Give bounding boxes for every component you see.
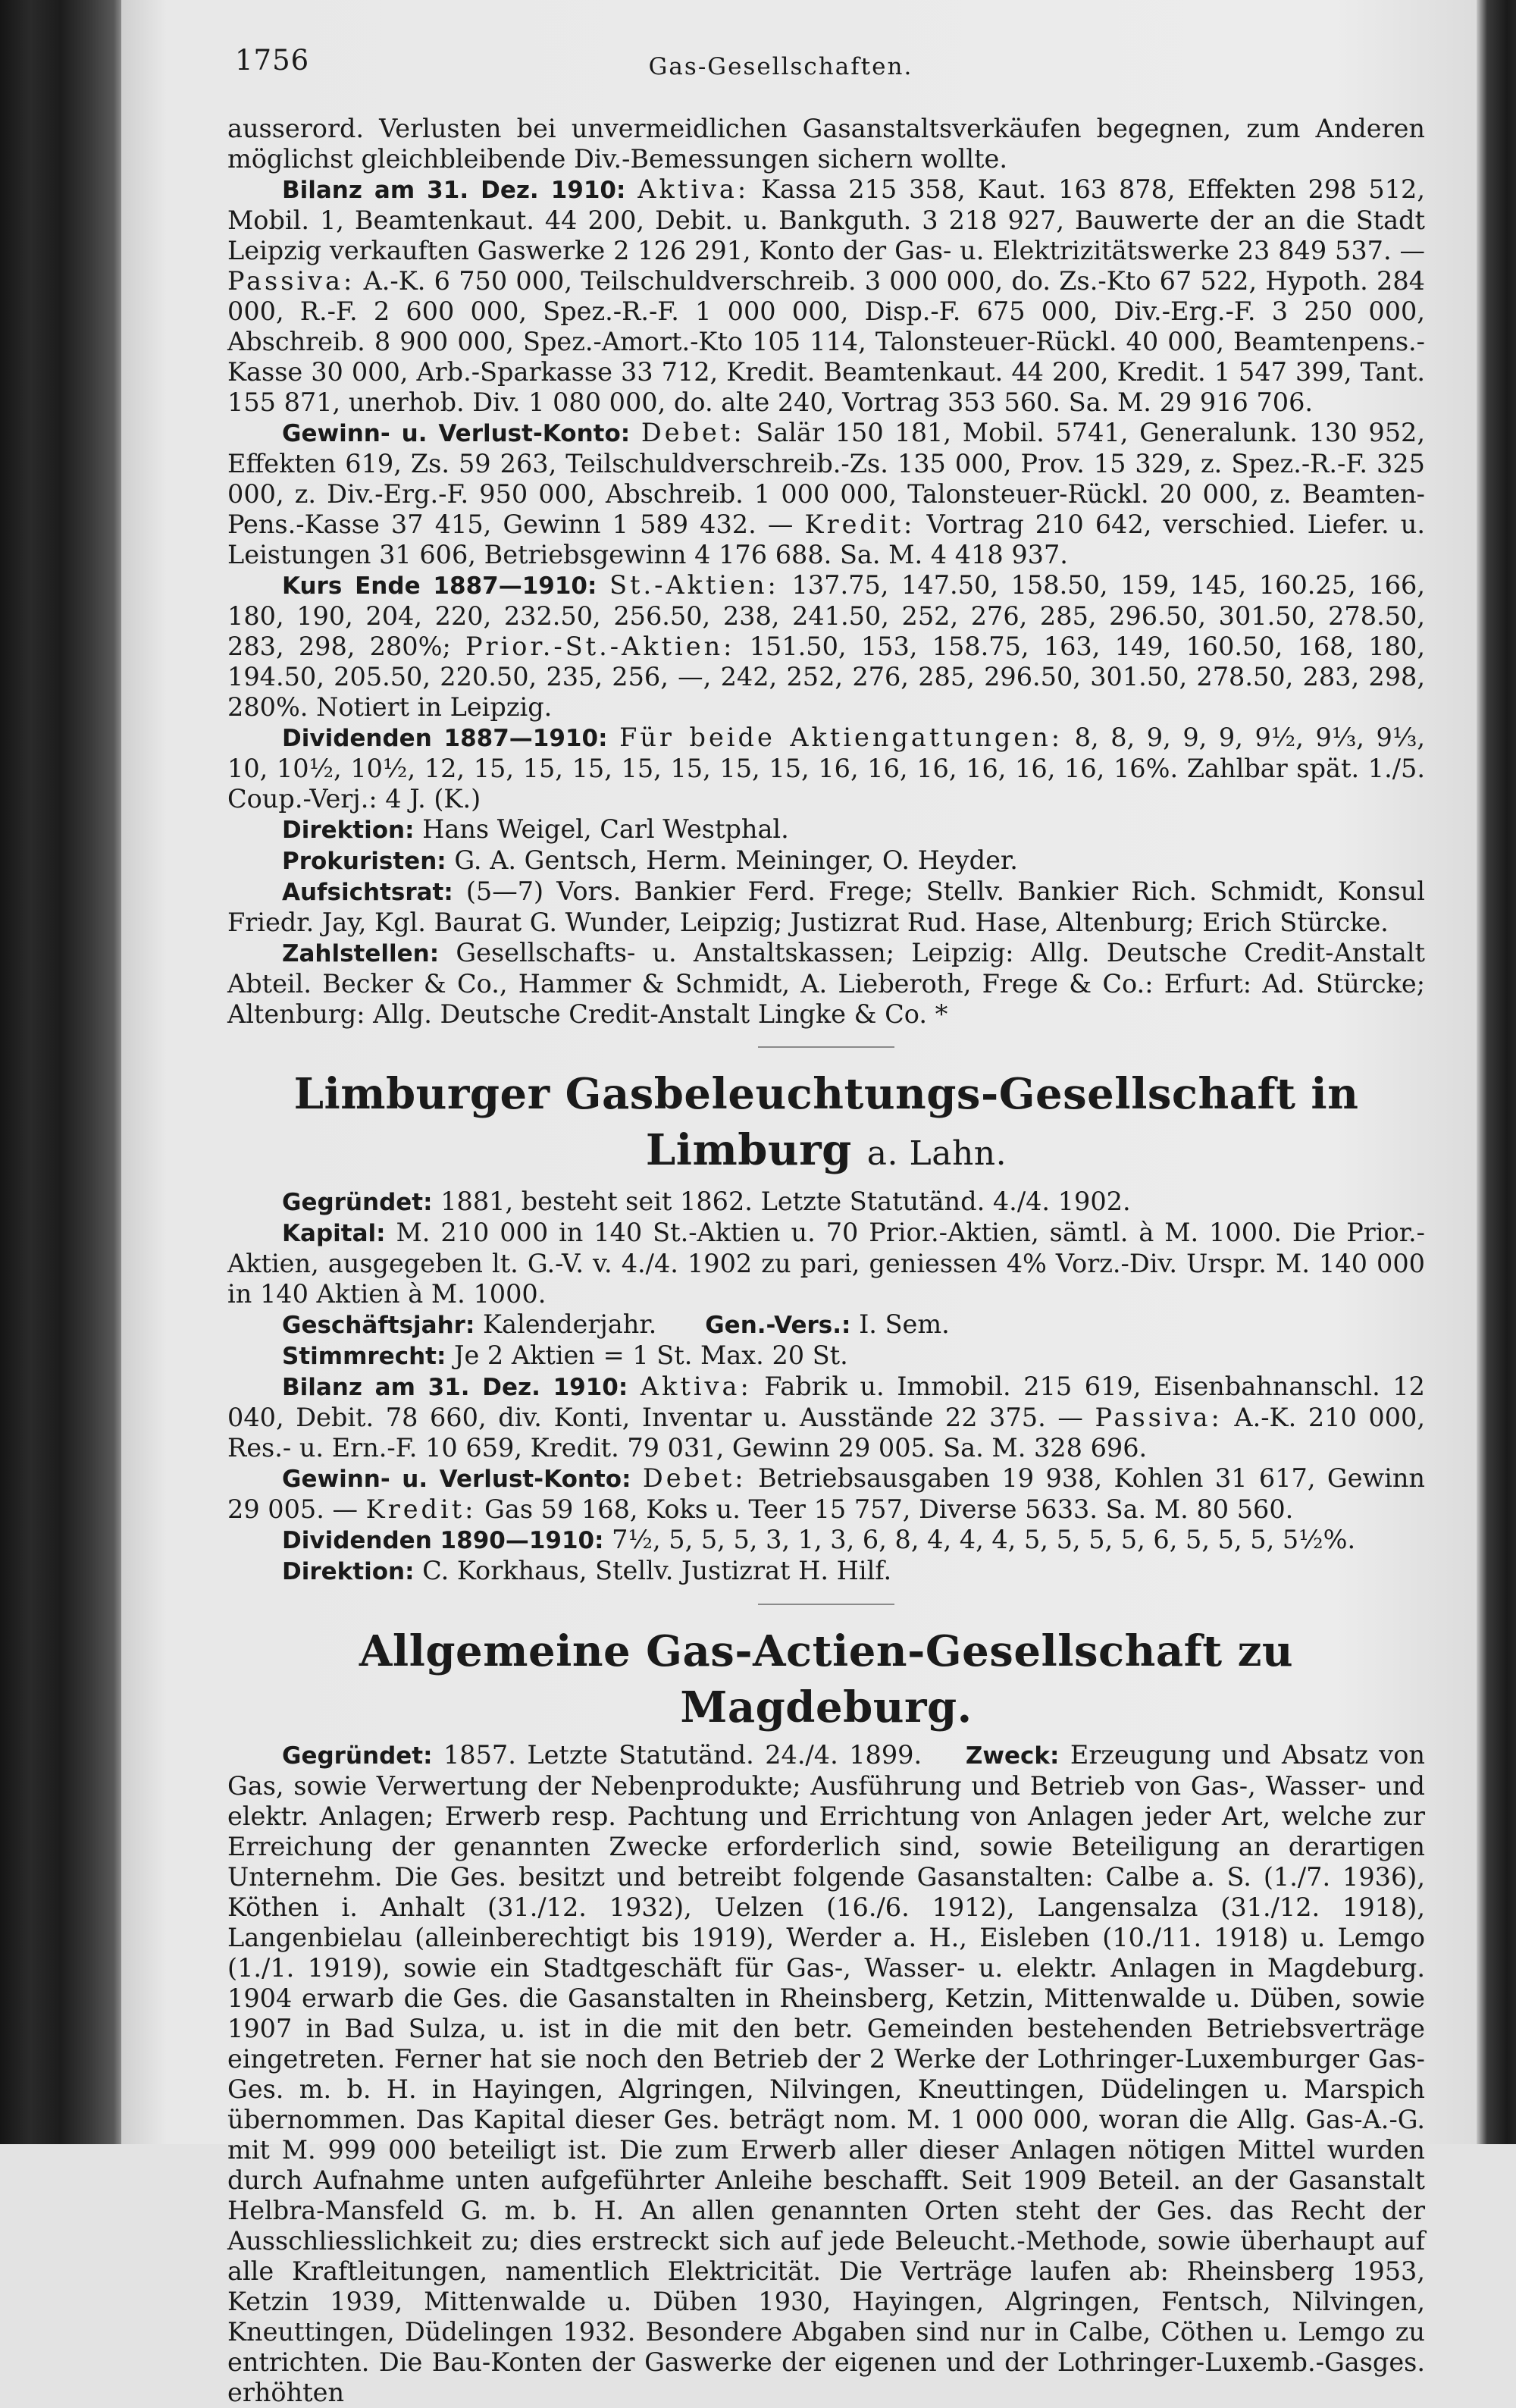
debet-label: Debet: <box>641 418 745 447</box>
geschaeftsjahr-text: Kalenderjahr. <box>483 1309 657 1339</box>
page-number: 1756 <box>235 44 310 77</box>
company-title-limburg <box>227 1066 1425 1182</box>
company-title-main: Limburger Gasbeleuchtungs-Gesellschaft in Limburg <box>293 1069 1359 1175</box>
bilanz-label: Bilanz am 31. Dez. 1910: <box>282 177 626 204</box>
page-header <box>121 44 1440 89</box>
prokuristen-label: Prokuristen: <box>282 848 446 875</box>
kurs-paragraph <box>227 570 1425 723</box>
geschaeftsjahr-paragraph <box>227 1309 1425 1340</box>
kredit-label: Kredit: <box>804 510 916 539</box>
stimmrecht-paragraph <box>227 1340 1425 1372</box>
st-aktien-label: St.-Aktien: <box>609 570 779 600</box>
kurs-prior-text: 151.50, 153, 158.75, 163, 149, 160.50, 168, 180, 194.50, 205.50, 220.50, 235, 256, —, 242, 252, 276, 285, 296.50, 301.50, 278.50, 283, 298, 280%. Notiert in Leipzig. <box>227 632 1425 722</box>
direktion-label: Direktion: <box>282 817 415 844</box>
geschaeftsjahr-label: Geschäftsjahr: <box>282 1312 475 1339</box>
gewinn-paragraph <box>227 418 1425 570</box>
aktiva-label: Aktiva: <box>640 1372 752 1401</box>
direktion-text: Hans Weigel, Carl Westphal. <box>422 814 789 844</box>
dividenden-paragraph <box>227 1525 1425 1556</box>
aufsichtsrat-text: (5—7) Vors. Bankier Ferd. Frege; Stellv. Bankier Rich. Schmidt, Konsul Friedr. Jay, Kgl. Baurat G. Wunder, Leipzig; Justizrat Rud. Hase, Altenburg; Erich Stürcke. <box>227 876 1425 937</box>
kapital-label: Kapital: <box>282 1220 386 1247</box>
zahlstellen-label: Zahlstellen: <box>282 940 440 967</box>
genvers-label: Gen.-Vers.: <box>705 1312 851 1339</box>
limburg-company <box>227 1066 1425 1587</box>
gewinn-kredit-text: Vortrag 210 642, verschied. Liefer. u. Leistungen 31 606, Betriebsgewinn 4 176 688. Sa. M. 4 418 937. <box>227 510 1425 569</box>
aufsichtsrat-label: Aufsichtsrat: <box>282 879 453 906</box>
page-edge-shadow <box>1477 0 1516 2144</box>
debet-label: Debet: <box>642 1463 747 1493</box>
kurs-st-text: 137.75, 147.50, 158.50, 159, 145, 160.25, 166, 180, 190, 204, 220, 232.50, 256.50, 238, 241.50, 252, 276, 285, 296.50, 301.50, 278.50, 283, 298, 280%; <box>227 570 1425 661</box>
zahlstellen-text: Gesellschafts- u. Anstaltskassen; Leipzig: Allg. Deutsche Credit-Anstalt Abteil. Becker & Co., Hammer & Schmidt, A. Lieberoth, Frege & Co.: Erfurt: Ad. Stürcke; Altenburg: Allg. Deutsche Credit-Anstalt Lingke & Co. * <box>227 938 1425 1029</box>
prokuristen-text: G. A. Gentsch, Herm. Meininger, O. Heyder. <box>454 845 1018 875</box>
aktiva-label: Aktiva: <box>637 174 750 204</box>
prokuristen-paragraph <box>227 845 1425 876</box>
bilanz-label: Bilanz am 31. Dez. 1910: <box>282 1374 628 1401</box>
kapital-text: M. 210 000 in 140 St.-Aktien u. 70 Prior.-Aktien, sämtl. à M. 1000. Die Prior.-Aktien, ausgegeben lt. G.-V. v. 4./4. 1902 zu pari, geniessen 4% Vorz.-Div. Urspr. M. 140 000 in 140 Aktien à M. 1000. <box>227 1218 1425 1309</box>
kredit-label: Kredit: <box>365 1494 477 1524</box>
kapital-paragraph <box>227 1218 1425 1309</box>
beide-aktiengattungen-label: Für beide Aktiengattungen: <box>619 723 1063 752</box>
bilanz-paragraph <box>227 1372 1425 1463</box>
genvers-text: I. Sem. <box>859 1309 950 1339</box>
dividenden-text: 7½, 5, 5, 5, 3, 1, 3, 6, 8, 4, 4, 4, 5, 5, 5, 5, 6, 5, 5, 5, 5½%. <box>612 1525 1356 1554</box>
prior-aktien-label: Prior.-St.-Aktien: <box>465 632 735 661</box>
kurs-label: Kurs Ende 1887—1910: <box>282 572 597 600</box>
gegruendet-text: 1881, besteht seit 1862. Letzte Statutänd. 4./4. 1902. <box>440 1187 1131 1216</box>
leipzig-company-continued <box>227 114 1425 1030</box>
company-title-magdeburg: Allgemeine Gas-Actien-Gesellschaft zu Magdeburg. <box>359 1626 1294 1732</box>
bilanz-paragraph <box>227 174 1425 418</box>
section-divider <box>758 1046 894 1048</box>
intro-paragraph: ausserord. Verlusten bei unvermeidlichen Gasanstaltsverkäufen begegnen, zum Anderen möglichst gleichbleibende Div.-Bemessungen sichern wollte. <box>227 114 1425 174</box>
company-title-suffix: a. Lahn. <box>866 1134 1007 1173</box>
dividenden-text: 8, 8, 9, 9, 9, 9½, 9⅓, 9⅓, 10, 10½, 10½, 12, 15, 15, 15, 15, 15, 15, 15, 16, 16, 16, 16, 16, 16, 16%. Zahlbar spät. 1./5. Coup.-Verj.: 4 J. (K.) <box>227 723 1425 814</box>
dividenden-label: Dividenden 1890—1910: <box>282 1527 604 1554</box>
gegruendet-label: Gegründet: <box>282 1742 433 1770</box>
zahlstellen-paragraph <box>227 938 1425 1030</box>
section-divider <box>758 1604 894 1605</box>
gewinn-debet-text: Betriebsausgaben 19 938, Kohlen 31 617, Gewinn 29 005. — <box>227 1463 1426 1524</box>
bilanz-passiva-text: A.-K. 6 750 000, Teilschuldverschreib. 3 000 000, do. Zs.-Kto 67 522, Hypoth. 284 000, R.-F. 2 600 000, Spez.-R.-F. 1 000 000, Disp.-F. 675 000, Div.-Erg.-F. 3 250 000, Abschreib. 8 900 000, Spez.-Amort.-Kto 105 114, Talonsteuer-Rückl. 40 000, Beamtenpens.-Kasse 30 000, Arb.-Sparkasse 33 712, Kredit. Beamtenkaut. 44 200, Kredit. 1 547 399, Tant. 155 871, unerhob. Div. 1 080 000, do. alte 240, Vortrag 353 560. Sa. M. 29 916 706. <box>227 266 1425 417</box>
dividenden-paragraph <box>227 723 1425 814</box>
aufsichtsrat-paragraph <box>227 876 1425 938</box>
gewinn-label: Gewinn- u. Verlust-Konto: <box>282 420 631 447</box>
gegruendet-text: 1857. Letzte Statutänd. 24./4. 1899. <box>443 1740 922 1770</box>
book-spine-shadow <box>0 0 121 2144</box>
gewinn-label: Gewinn- u. Verlust-Konto: <box>282 1466 631 1493</box>
page-body <box>227 114 1425 2408</box>
stimmrecht-label: Stimmrecht: <box>282 1343 446 1370</box>
direktion-paragraph <box>227 1556 1425 1587</box>
zweck-label: Zweck: <box>965 1742 1060 1770</box>
dividenden-label: Dividenden 1887—1910: <box>282 725 608 752</box>
gewinn-debet-text: Salär 150 181, Mobil. 5741, Generalunk. 130 952, Effekten 619, Zs. 59 263, Teilschuldverschreib.-Zs. 135 000, Prov. 15 329, z. Spez.-R.-F. 325 000, z. Div.-Erg.-F. 950 000, Abschreib. 1 000 000, Talonsteuer-Rückl. 20 000, z. Beamten-Pens.-Kasse 37 415, Gewinn 1 589 432. — <box>227 418 1425 539</box>
gegruendet-label: Gegründet: <box>282 1189 433 1216</box>
bilanz-passiva-text: A.-K. 210 000, Res.- u. Ern.-F. 10 659, Kredit. 79 031, Gewinn 29 005. Sa. M. 328 696. <box>227 1403 1425 1463</box>
passiva-label: Passiva: <box>1095 1403 1223 1432</box>
direktion-text: C. Korkhaus, Stellv. Justizrat H. Hilf. <box>422 1556 892 1585</box>
gegruendet-paragraph <box>227 1187 1425 1218</box>
magdeburg-company <box>227 1623 1425 2408</box>
gewinn-paragraph <box>227 1463 1425 1525</box>
stimmrecht-text: Je 2 Aktien = 1 St. Max. 20 St. <box>454 1340 848 1370</box>
bilanz-aktiva-text: Kassa 215 358, Kaut. 163 878, Effekten 298 512, Mobil. 1, Beamtenkaut. 44 200, Debit. u. Bankguth. 3 218 927, Bauwerte der an die Stadt Leipzig verkauften Gaswerke 2 126 291, Konto der Gas- u. Elektrizitätswerke 23 849 537. — <box>227 174 1425 265</box>
direktion-label: Direktion: <box>282 1558 415 1585</box>
passiva-label: Passiva: <box>227 266 356 296</box>
direktion-paragraph <box>227 814 1425 845</box>
running-title: Gas-Gesellschaften. <box>648 53 913 80</box>
zweck-text: Erzeugung und Absatz von Gas, sowie Verwertung der Nebenprodukte; Ausführung und Betrieb von Gas-, Wasser- und elektr. Anlagen; Erwerb resp. Pachtung und Errichtung von Anlagen jeder Art, welche zur Erreichung der genannten Zwecke erforderlich sind, sowie Beteiligung an derartigen Unternehm. Die Ges. besitzt und betreibt folgende Gasanstalten: Calbe a. S. (1./7. 1936), Köthen i. Anhalt (31./12. 1932), Uelzen (16./6. 1912), Langensalza (31./12. 1918), Langenbielau (alleinberechtigt bis 1919), Werder a. H., Eisleben (10./11. 1918) u. Lemgo (1./1. 1919), sowie ein Stadtgeschäft für Gas-, Wasser- u. elektr. Anlagen in Magdeburg. 1904 erwarb die Ges. die Gasanstalten in Rheinsberg, Ketzin, Mittenwalde u. Düben, sowie 1907 in Bad Sulza, u. ist in die mit den betr. Gemeinden bestehenden Betriebsverträge eingetreten. Ferner hat sie noch den Betrieb der 2 Werke der Lothringer-Luxemburger Gas-Ges. m. b. H. in Hayingen, Algringen, Nilvingen, Kneuttingen, Düdelingen u. Marspich übernommen. Das Kapital dieser Ges. beträgt nom. M. 1 000 000, woran die Allg. Gas-A.-G. mit M. 999 000 beteiligt ist. Die zum Erwerb aller dieser Anlagen nötigen Mittel wurden durch Aufnahme unten aufgeführter Anleihe beschafft. Seit 1909 Beteil. an der Gasanstalt Helbra-Mansfeld G. m. b. H. An allen genannten Orten steht der Ges. das Recht der Ausschliesslichkeit zu; dies erstreckt sich auf jede Beleucht.-Methode, sowie überhaupt auf alle Kraftleitungen, namentlich Elektricität. Die Verträge laufen ab: Rheinsberg 1953, Ketzin 1939, Mittenwalde u. Düben 1930, Hayingen, Algringen, Fentsch, Nilvingen, Kneuttingen, Düdelingen 1932. Besondere Abgaben sind nur in Calbe, Cöthen u. Lemgo zu entrichten. Die Bau-Konten der Gaswerke der eigenen und der Lothringer-Luxemb.-Gasges. erhöhten <box>227 1740 1425 2407</box>
gewinn-kredit-text: Gas 59 168, Koks u. Teer 15 757, Diverse 5633. Sa. M. 80 560. <box>484 1494 1294 1524</box>
gegruendet-zweck-paragraph <box>227 1740 1425 2408</box>
bilanz-aktiva-text: Fabrik u. Immobil. 215 619, Eisenbahnanschl. 12 040, Debit. 78 660, div. Konti, Inventar u. Ausstände 22 375. — <box>227 1372 1425 1432</box>
